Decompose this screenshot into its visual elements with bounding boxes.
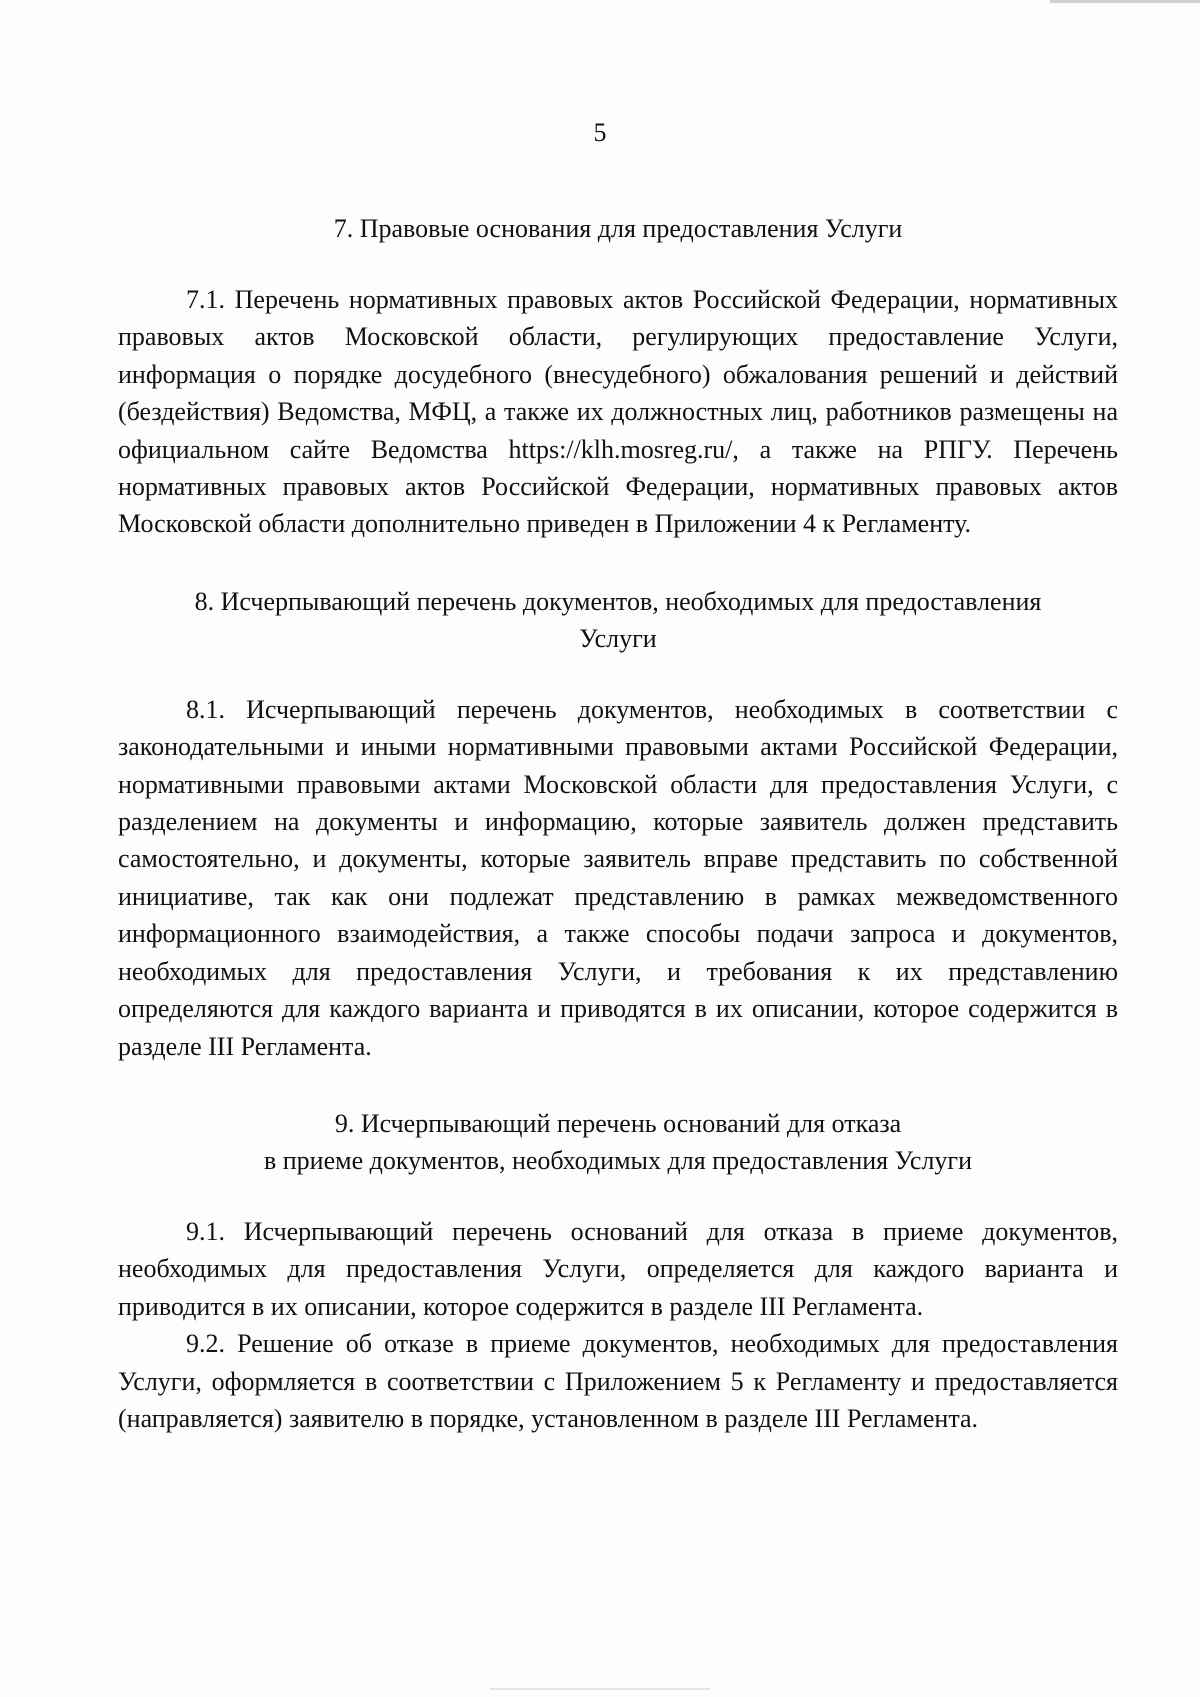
section-heading-8: 8. Исчерпывающий перечень документов, необходимых для предоставления Услуги [194, 586, 1042, 653]
paragraph-9-1: 9.1. Исчерпывающий перечень оснований для отказа в приеме документов, необходимых для предоставления Услуги, определяется для каждого варианта и приводится в их описании, которое содержится в разделе III Регламента. [118, 1216, 1118, 1321]
document-body [118, 210, 1118, 1437]
section-heading-9-line-2: в приеме документов, необходимых для предоставления Услуги [263, 1145, 973, 1175]
scan-artifact [1050, 0, 1200, 3]
paragraph-8-1: 8.1. Исчерпывающий перечень документов, необходимых в соответствии с законодательными и иными нормативными правовыми актами Российской Федерации, нормативными правовыми актами Московской области для предоставления Услуги, с разделением на документы и информацию, которые заявитель должен представить самостоятельно, и документы, которые заявитель вправе представить по собственной инициативе, так как они подлежат представлению в рамках межведомственного информационного взаимодействия, а также способы подачи запроса и документов, необходимых для предоставления Услуги, и требования к их представлению определяются для каждого варианта и приводятся в их описании, которое содержится в разделе III Регламента. [118, 694, 1118, 1061]
paragraph-9-2: 9.2. Решение об отказе в приеме документов, необходимых для предоставления Услуги, оформляется в соответствии с Приложением 5 к Регламенту и предоставляется (направляется) заявителю в порядке, установленном в разделе III Регламента. [118, 1329, 1118, 1433]
section-heading-9-line-1: 9. Исчерпывающий перечень оснований для отказа [334, 1108, 902, 1138]
section-heading-7: 7. Правовые основания для предоставления Услуги [333, 214, 903, 243]
scan-artifact-bottom [490, 1688, 710, 1690]
page-number: 5 [593, 118, 607, 147]
paragraph-7-1: 7.1. Перечень нормативных правовых актов Российской Федерации, нормативных правовых актов Московской области, регулирующих предоставление Услуги, информация о порядке досудебного (внесудебного) обжалования решений и действий (бездействия) Ведомства, МФЦ, а также их должностных лиц, работников размещены на официальном сайте Ведомства https://klh.mosreg.ru/, а также на РПГУ. Перечень нормативных правовых актов Российской Федерации, нормативных правовых актов Московской области дополнительно приведен в Приложении 4 к Регламенту. [118, 285, 1118, 539]
